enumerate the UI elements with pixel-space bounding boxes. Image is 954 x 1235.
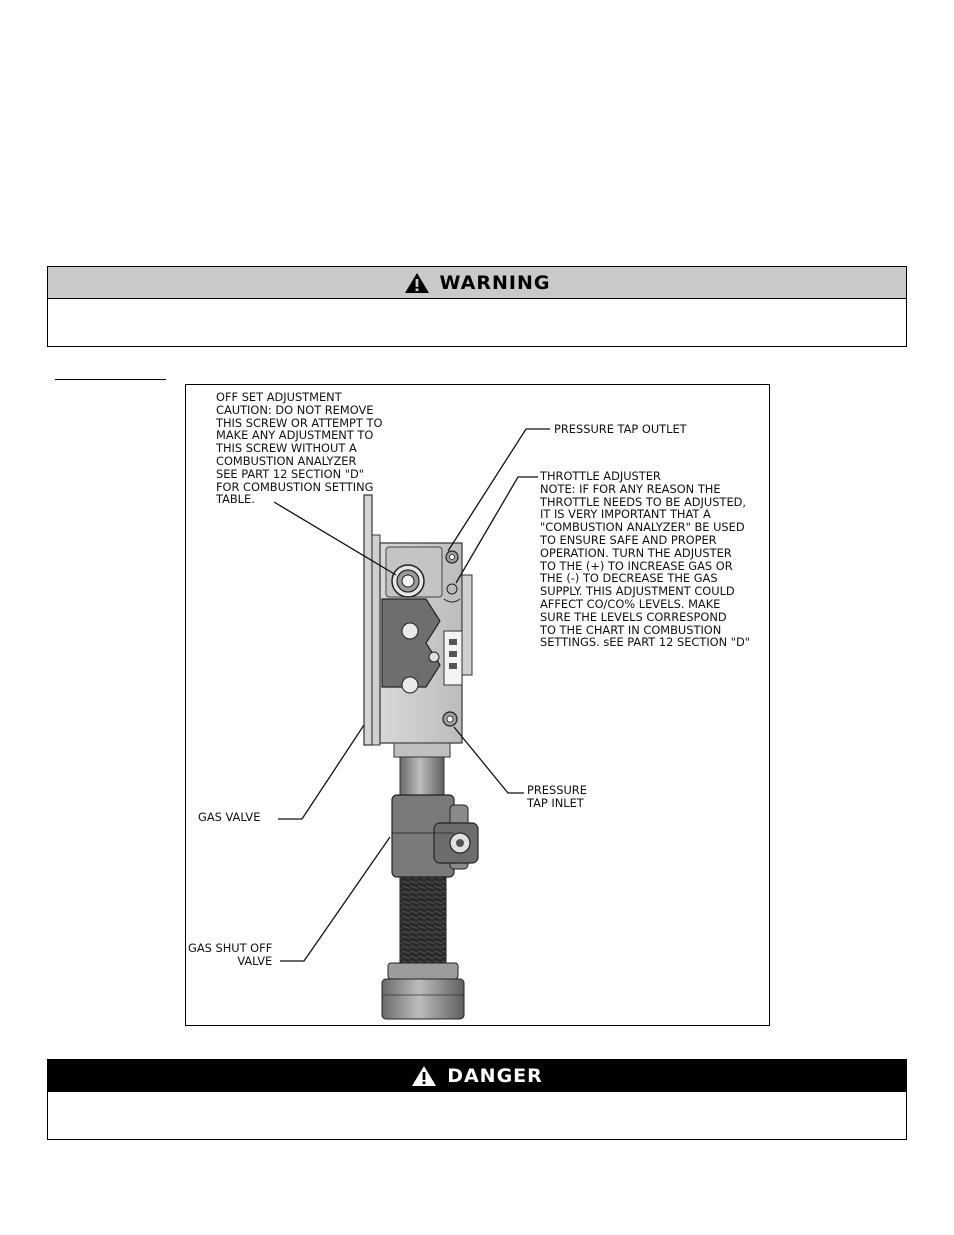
warning-triangle-icon: [404, 272, 430, 294]
warning-body: [48, 299, 906, 346]
threaded-pipe: [400, 877, 446, 963]
warning-triangle-icon: [411, 1065, 437, 1087]
gas-valve-figure: [185, 384, 770, 1026]
callout-throttle-adjuster: THROTTLE ADJUSTER NOTE: IF FOR ANY REASON THE THROTTLE NEEDS TO BE ADJUSTED, IT IS VERY IMPORTANT THAT A "COMBUSTION ANALYZER" BE USED TO ENSURE SAFE AND PROPER OPERATION. TURN THE ADJUSTER TO THE (+) TO INCREASE GAS OR THE (-) TO DECREASE THE GAS SUPPLY. THIS ADJUSTMENT COULD AFFECT CO/CO% LEVELS. MAKE SURE THE LEVELS CORRESPOND TO THE CHART IN COMBUSTION SETTINGS. sEE PART 12 SECTION "D": [540, 469, 751, 650]
gas-shut-off-valve: [392, 795, 478, 877]
warning-header: [48, 267, 906, 299]
danger-box: [47, 1059, 907, 1140]
callout-offset-adjustment: OFF SET ADJUSTMENT CAUTION: DO NOT REMOVE THIS SCREW OR ATTEMPT TO MAKE ANY ADJUSTMENT TO THIS SCREW WITHOUT A COMBUSTION ANALYZER SEE PART 12 SECTION "D" FOR COMBUSTION SETTING TABLE.: [216, 390, 383, 507]
union-fitting: [382, 963, 464, 1019]
danger-title: DANGER: [447, 1064, 543, 1087]
callout-gas-valve: GAS VALVE: [198, 810, 261, 824]
warning-title: WARNING: [439, 271, 551, 294]
danger-header: [48, 1060, 906, 1092]
danger-body: [48, 1092, 906, 1139]
figure-label-underline: [55, 379, 166, 380]
nipple-fitting: [400, 757, 444, 797]
callout-pressure-tap-outlet: PRESSURE TAP OUTLET: [554, 422, 687, 436]
valve-outlet-fitting: [394, 743, 450, 757]
warning-box: [47, 266, 907, 347]
mounting-plate: [364, 495, 380, 745]
callout-pressure-tap-inlet: PRESSURE TAP INLET: [527, 783, 587, 810]
callout-gas-shut-off-valve: GAS SHUT OFF VALVE: [188, 941, 273, 968]
